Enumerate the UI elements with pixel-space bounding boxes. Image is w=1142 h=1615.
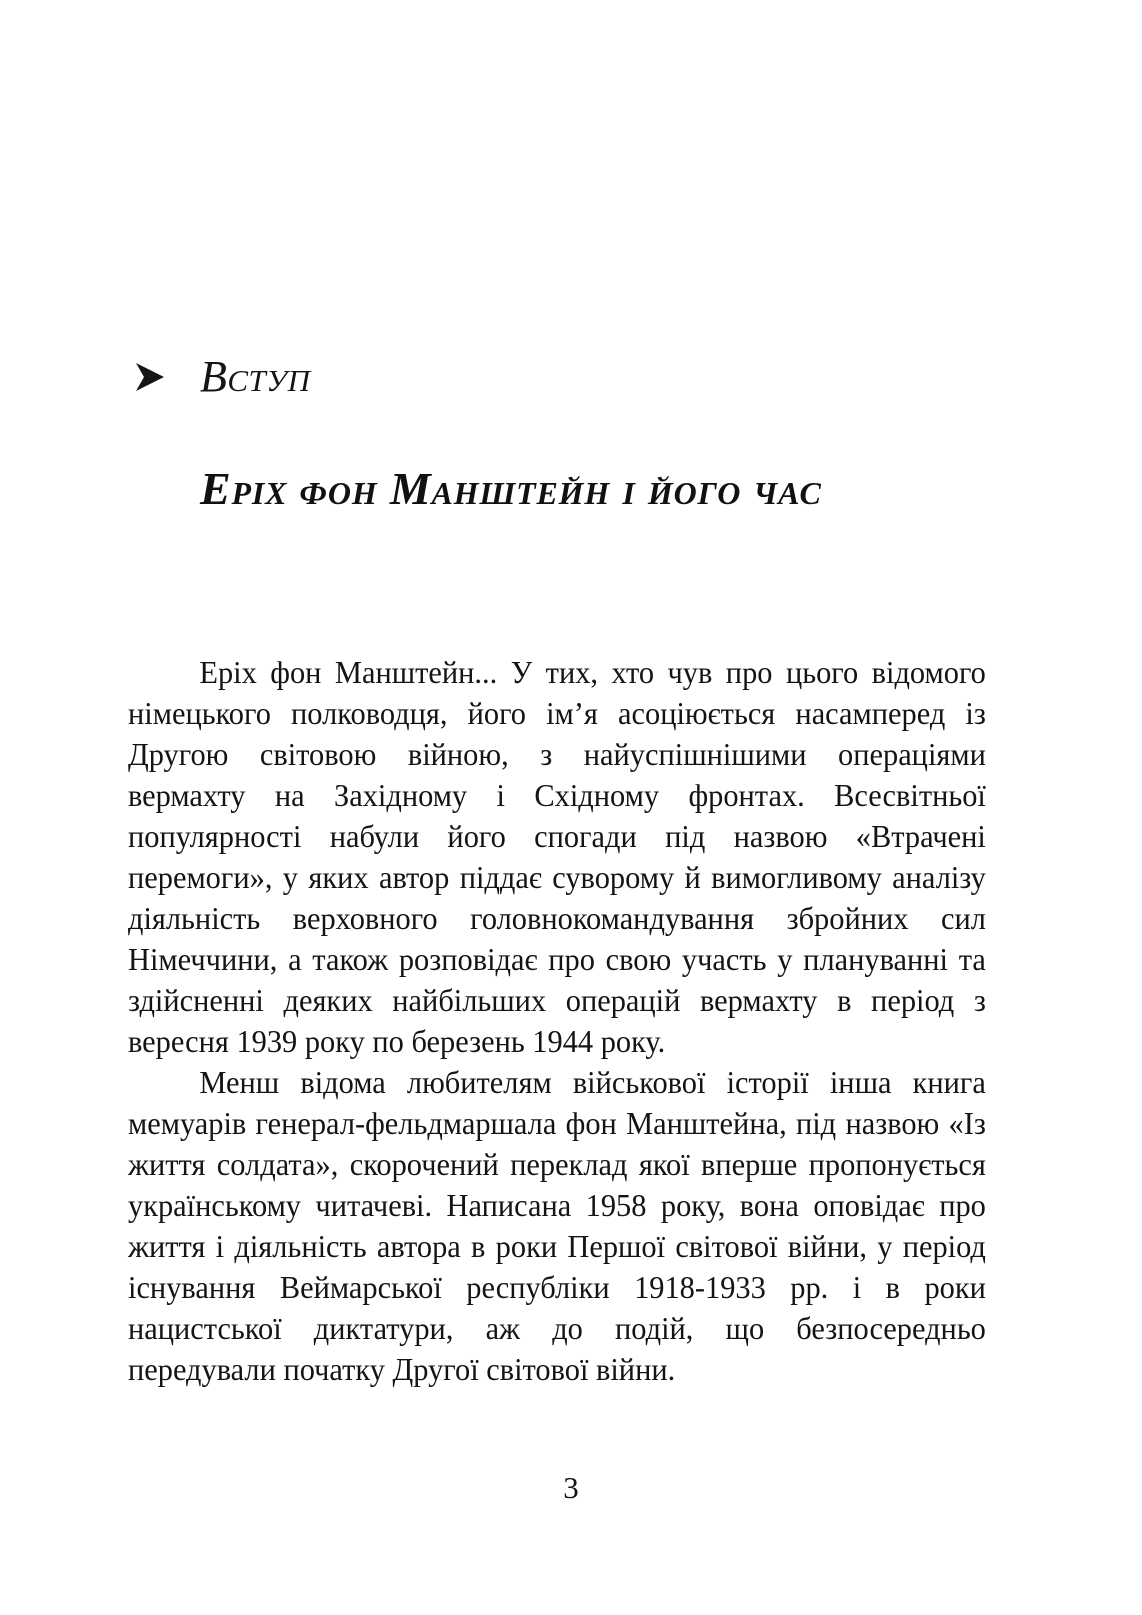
body-paragraph: Менш відома любителям військової історії інша книга мемуарів генерал-фельдмаршала фон Манштейна, під назвою «Із життя солдата», скорочений переклад якої вперше пропонується українському читачеві. Написана 1958 року, вона оповідає про життя і діяльність автора в роки Першої світової війни, у період існування Веймарської республіки 1918-1933 рр. і в роки нацистської диктатури, аж до подій, що безпосередньо передували початку Другої світової війни.	[128, 1065, 986, 1387]
body-text-block	[128, 652, 986, 1390]
chapter-title: Еріх фон Манштейн і його час	[200, 462, 822, 514]
page-number: 3	[563, 1470, 579, 1505]
chapter-label-row	[128, 348, 311, 406]
right-arrowhead-icon	[128, 356, 170, 398]
chapter-label: Вступ	[200, 352, 311, 401]
body-paragraph: Еріх фон Манштейн... У тих, хто чув про цього відомого німецького полководця, його ім’я асоціюється насамперед із Другою світовою війною, з найуспішнішими операціями вермахту на Західному і Східному фронтах. Всесвітньої популярності набули його спогади під назвою «Втрачені перемоги», у яких автор піддає суворому й вимогливому аналізу діяльність верховного головнокомандування збройних сил Німеччини, а також розповідає про свою участь у плануванні та здійсненні деяких найбільших операцій вермахту в період з вересня 1939 року по березень 1944 року.	[128, 655, 986, 1059]
